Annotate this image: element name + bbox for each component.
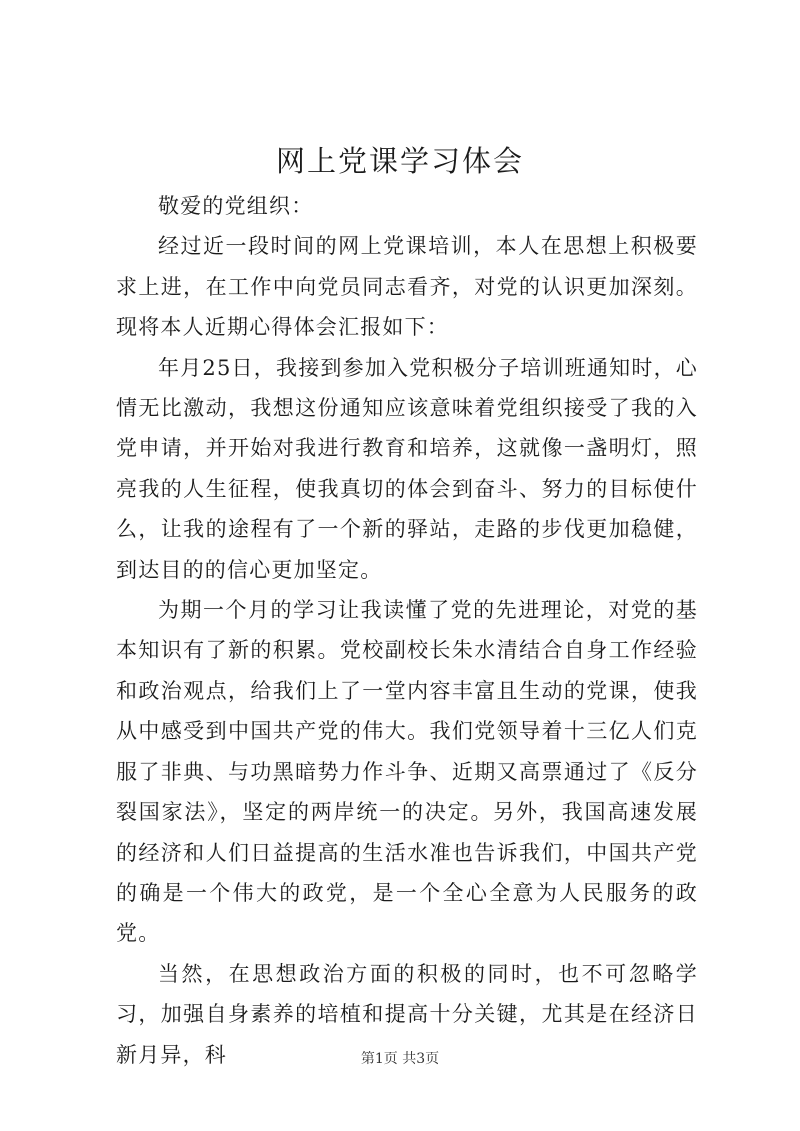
body-paragraph: 当然，在思想政治方面的积极的同时，也不可忽略学习，加强自身素养的培植和提高十分关键，尤其是在经济日新月异，科: [116, 961, 698, 1067]
salutation-paragraph: 敬爱的党组织：: [158, 194, 314, 218]
document-body: [116, 186, 698, 1075]
body-paragraph: 经过近一段时间的网上党课培训，本人在思想上积极要求上进，在工作中向党员同志看齐，对党的认识更加深刻。现将本人近期心得体会汇报如下：: [116, 234, 698, 340]
body-paragraph: 年月25日，我接到参加入党积极分子培训班通知时，心情无比激动，我想这份通知应该意味着党组织接受了我的入党申请，并开始对我进行教育和培养，这就像一盏明灯，照亮我的人生征程，使我真切的体会到奋斗、努力的目标使什么，让我的途程有了一个新的驿站，走路的步伐更加稳健，到达目的的信心更加坚定。: [116, 355, 698, 582]
body-paragraph: 为期一个月的学习让我读懂了党的先进理论，对党的基本知识有了新的积累。党校副校长朱水清结合自身工作经验和政治观点，给我们上了一堂内容丰富且生动的党课，使我从中感受到中国共产党的伟大。我们党领导着十三亿人们克服了非典、与功黑暗势力作斗争、近期又高票通过了《反分裂国家法》，坚定的两岸统一的决定。另外，我国高速发展的经济和人们日益提高的生活水准也告诉我们，中国共产党的确是一个伟大的政党，是一个全心全意为人民服务的政党。: [116, 598, 698, 946]
page-number-footer: 第1页 共3页: [360, 1051, 440, 1067]
document-title: 网上党课学习体会: [275, 144, 524, 178]
